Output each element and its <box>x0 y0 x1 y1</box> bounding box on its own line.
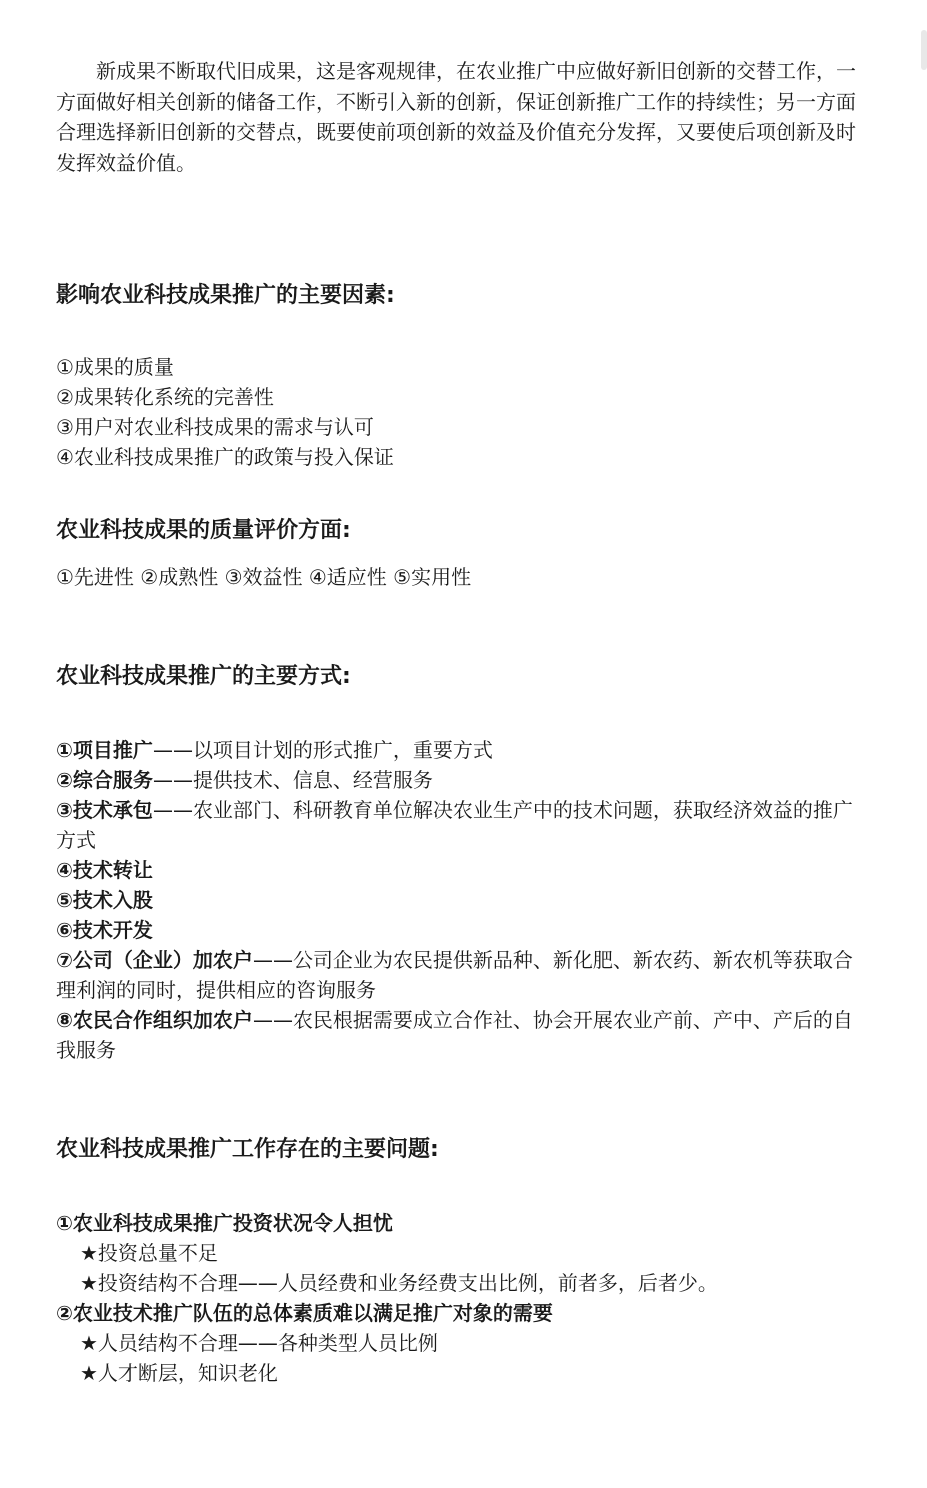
method-term: ①项目推广 <box>56 738 153 762</box>
list-item <box>56 765 856 795</box>
method-term: ③技术承包 <box>56 798 153 822</box>
quality-items: ①先进性 ②成熟性 ③效益性 ④适应性 ⑤实用性 <box>56 565 472 589</box>
list-item <box>56 795 856 855</box>
quality-heading: 农业科技成果的质量评价方面: <box>56 518 351 543</box>
list-item: ④农业科技成果推广的政策与投入保证 <box>56 445 394 469</box>
scroll-indicator <box>921 30 927 70</box>
list-item <box>56 945 856 1005</box>
list-item: ①成果的质量 <box>56 355 174 379</box>
intro-paragraph: 新成果不断取代旧成果，这是客观规律，在农业推广中应做好新旧创新的交替工作，一方面做好相关创新的储备工作，不断引入新的创新，保证创新推广工作的持续性；另一方面合理选择新旧创新的交替点，既要使前项创新的效益及价值充分发挥，又要使后项创新及时发挥效益价值。 <box>56 59 856 175</box>
method-term: ⑧农民合作组织加农户 <box>56 1008 253 1032</box>
problem-point: ★人员结构不合理——各种类型人员比例 <box>80 1331 438 1355</box>
list-item: ⑤技术入股 <box>56 888 153 912</box>
list-item: ②成果转化系统的完善性 <box>56 385 274 409</box>
problem-title: ①农业科技成果推广投资状况令人担忧 <box>56 1211 393 1235</box>
problem-point: ★投资总量不足 <box>80 1241 218 1265</box>
list-item: ⑥技术开发 <box>56 918 153 942</box>
problem-title: ②农业技术推广队伍的总体素质难以满足推广对象的需要 <box>56 1301 553 1325</box>
factors-heading: 影响农业科技成果推广的主要因素: <box>56 283 395 308</box>
problem-point: ★投资结构不合理——人员经费和业务经费支出比例，前者多，后者少。 <box>80 1271 718 1295</box>
list-item: ④技术转让 <box>56 858 153 882</box>
methods-heading: 农业科技成果推广的主要方式: <box>56 664 351 689</box>
method-term: ⑦公司（企业）加农户 <box>56 948 253 972</box>
method-desc: ——提供技术、信息、经营服务 <box>152 768 433 792</box>
method-desc: ——农民根据需要成立合作社、协会开展农业产前、产中、产后的自我服务 <box>56 1008 853 1062</box>
method-desc: ——公司企业为农民提供新品种、新化肥、新农药、新农机等获取合理利润的同时，提供相应的咨询服务 <box>56 948 853 1002</box>
list-item <box>56 735 856 765</box>
list-item: ③用户对农业科技成果的需求与认可 <box>56 415 374 439</box>
problem-point: ★人才断层，知识老化 <box>80 1361 278 1385</box>
methods-list <box>56 735 856 1065</box>
method-term: ②综合服务 <box>56 768 153 792</box>
list-item <box>56 1005 856 1065</box>
problems-heading: 农业科技成果推广工作存在的主要问题: <box>56 1137 439 1162</box>
factors-list <box>56 352 856 472</box>
problems-list <box>56 1208 856 1388</box>
quality-line <box>56 562 856 592</box>
method-desc: ——农业部门、科研教育单位解决农业生产中的技术问题，获取经济效益的推广方式 <box>56 798 853 852</box>
method-desc: ——以项目计划的形式推广，重要方式 <box>152 738 493 762</box>
